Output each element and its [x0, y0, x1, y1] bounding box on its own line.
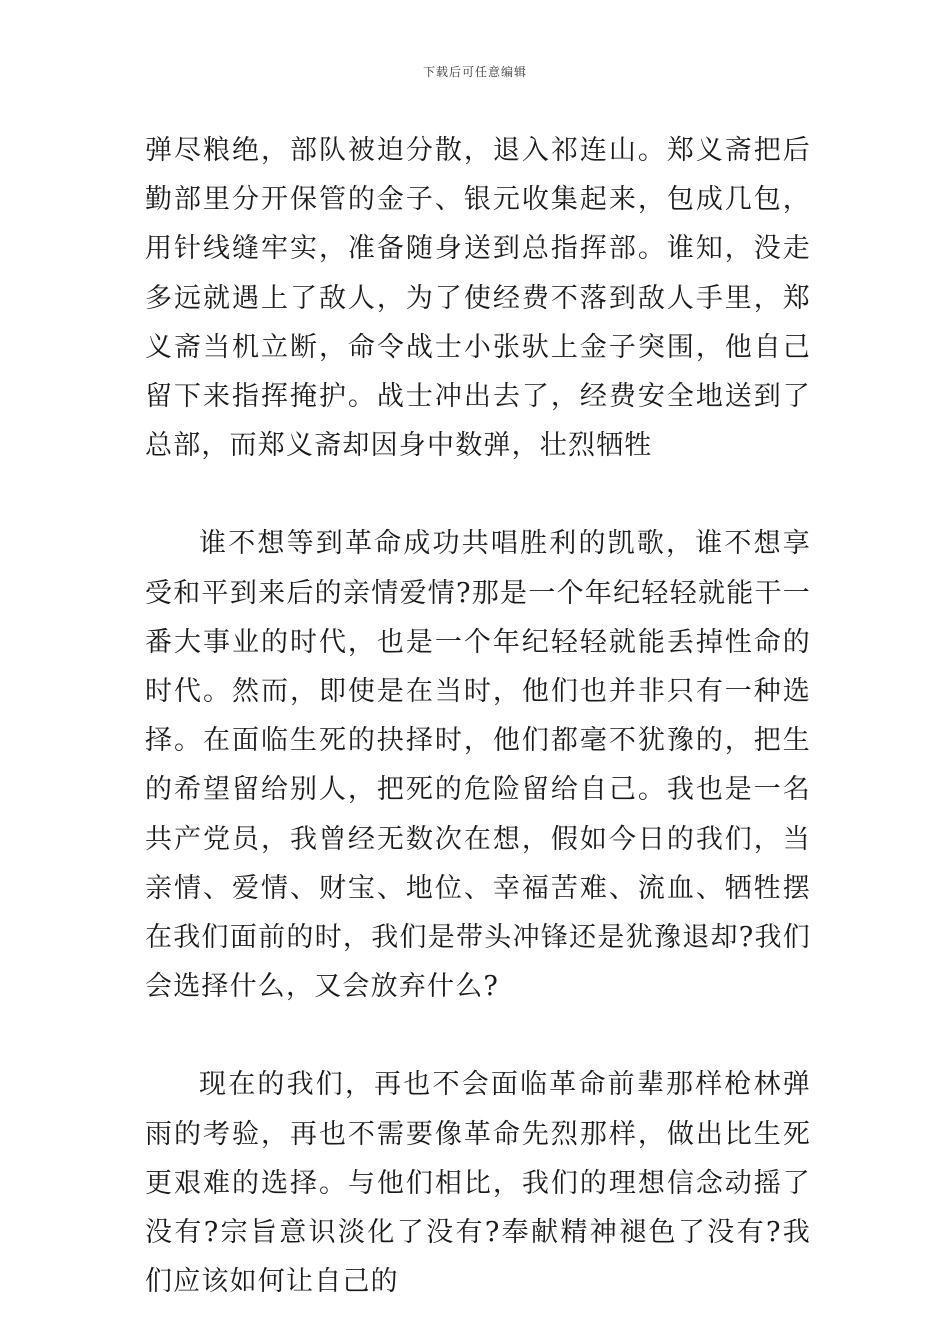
paragraph-3: 现在的我们，再也不会面临革命前辈那样枪林弹雨的考验，再也不需要像革命先烈那样，做出比生死更艰难的选择。与他们相比，我们的理想信念动摇了没有?宗旨意识淡化了没有?奉献精神褪色了没有?我们应该如何让自己的 [145, 1069, 811, 1298]
page-header: 下载后可任意编辑 [422, 65, 527, 79]
paragraph-2: 谁不想等到革命成功共唱胜利的凯歌，谁不想享受和平到来后的亲情爱情?那是一个年纪轻轻就能干一番大事业的时代，也是一个年纪轻轻就能丢掉性命的时代。然而，即使是在当时，他们也并非只有一种选择。在面临生死的抉择时，他们都毫不犹豫的，把生的希望留给别人，把死的危险留给自己。我也是一名共产党员，我曾经无数次在想，假如今日的我们，当亲情、爱情、财宝、地位、幸福苦难、流血、牺牲摆在我们面前的时，我们是带头冲锋还是犹豫退却?我们会选择什么，又会放弃什么? [145, 528, 811, 1003]
document-body [145, 126, 811, 1306]
paragraph-1: 弹尽粮绝，部队被迫分散，退入祁连山。郑义斋把后勤部里分开保管的金子、银元收集起来，包成几包，用针线缝牢实，准备随身送到总指挥部。谁知，没走多远就遇上了敌人，为了使经费不落到敌人手里，郑义斋当机立断，命令战士小张驮上金子突围，他自己留下来指挥掩护。战士冲出去了，经费安全地送到了总部，而郑义斋却因身中数弹，壮烈牺牲 [145, 135, 811, 462]
